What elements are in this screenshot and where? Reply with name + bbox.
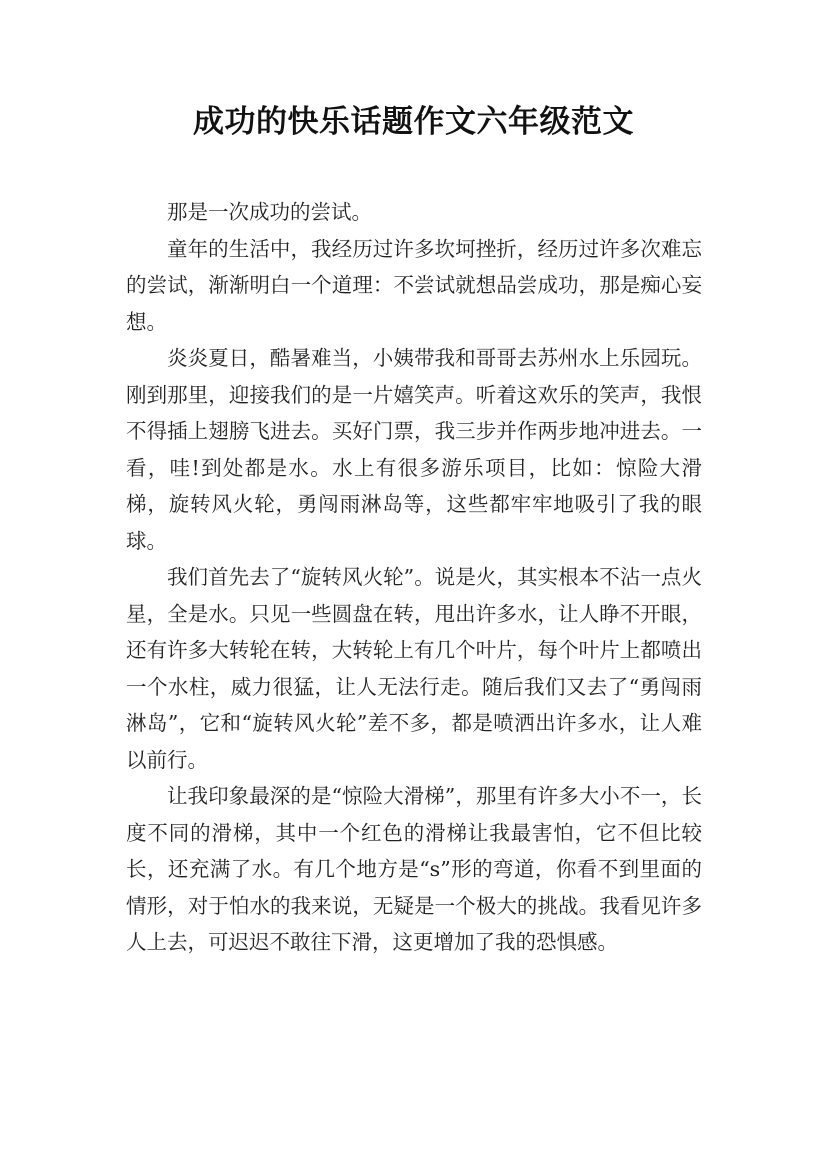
paragraph: 炎炎夏日，酷暑难当，小姨带我和哥哥去苏州水上乐园玩。刚到那里，迎接我们的是一片嬉笑声。听着这欢乐的笑声，我恨不得插上翅膀飞进去。买好门票，我三步并作两步地冲进去。一看，哇!到处都是水。水上有很多游乐项目，比如：惊险大滑梯，旋转风火轮，勇闯雨淋岛等，这些都牢牢地吸引了我的眼球。 — [126, 346, 702, 553]
paragraph: 我们首先去了“旋转风火轮”。说是火，其实根本不沾一点火星，全是水。只见一些圆盘在转，甩出许多水，让人睁不开眼，还有许多大转轮在转，大转轮上有几个叶片，每个叶片上都喷出一个水柱，威力很猛，让人无法行走。随后我们又去了“勇闯雨淋岛”，它和“旋转风火轮”差不多，都是喷洒出许多水，让人难以前行。 — [126, 565, 702, 772]
document-title: 成功的快乐话题作文六年级范文 — [193, 104, 634, 140]
paragraph: 那是一次成功的尝试。 — [167, 200, 372, 224]
document-body — [126, 194, 702, 961]
paragraph: 童年的生活中，我经历过许多坎坷挫折，经历过许多次难忘的尝试，渐渐明白一个道理：不尝试就想品尝成功，那是痴心妄想。 — [126, 236, 702, 334]
paragraph: 让我印象最深的是“惊险大滑梯”，那里有许多大小不一，长度不同的滑梯，其中一个红色的滑梯让我最害怕，它不但比较长，还充满了水。有几个地方是“s”形的弯道，你看不到里面的情形，对于怕水的我来说，无疑是一个极大的挑战。我看见许多人上去，可迟迟不敢往下滑，这更增加了我的恐惧感。 — [126, 784, 702, 954]
